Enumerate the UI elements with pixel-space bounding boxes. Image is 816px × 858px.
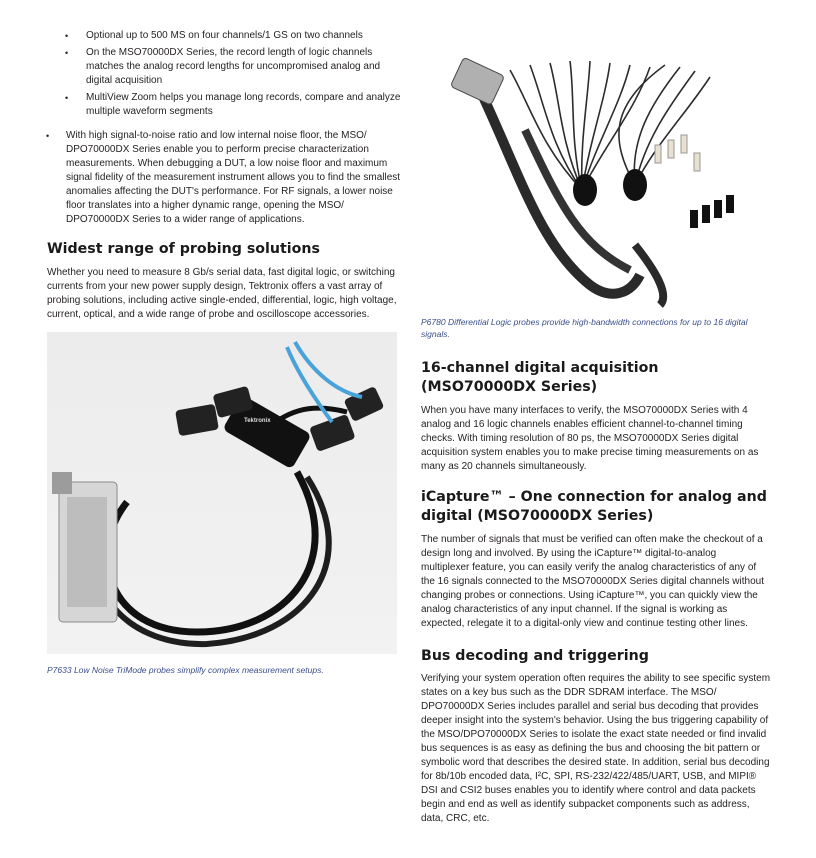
sub-bullet-item: • Optional up to 500 MS on four channels/1 GS on two channels <box>65 30 363 41</box>
p6780-probe-photo <box>430 45 780 310</box>
sub-bullet-item: • On the MSO70000DX Series, the record length of logic channels matches the analog record lengths for uncompromised analog and digital acquisition <box>65 47 381 86</box>
probing-paragraph: Whether you need to measure 8 Gb/s serial data, fast digital logic, or switching currents from your new power supply design, Tektronix offers a vast array of probing solutions, including active single-ended, differential, logic, high voltage, current, optical, and a wide range of probe and oscilloscope accessories. <box>47 267 397 320</box>
photo-brand-label: Tektronix <box>244 418 271 424</box>
probe-illustration <box>47 332 397 654</box>
sub-bullet-list <box>65 29 406 122</box>
p6780-caption: P6780 Differential Logic probes provide high-bandwidth connections for up to 16 digital signals. <box>421 317 748 339</box>
p7633-probe-photo <box>47 332 397 654</box>
main-bullet: • With high signal-to-noise ratio and low internal noise floor, the MSO/ DPO70000DX Series enable you to perform precise characterization measurements. When debugging a DUT, a low noise floor and maximum signal fidelity of the measurement instrument allows you to find the smallest anomalies affecting the DUT's performance. For RF signals, a lower noise floor translates into a higher dynamic range, opening the MSO/ DPO70000DX Series to a wider range of applications. <box>46 130 401 225</box>
section2-paragraph: The number of signals that must be verified can often make the checkout of a design long and involved. By using the iCapture™ digital-to-analog multiplexer feature, you can easily verify the analog characteristics of any of the 16 signals connected to the MSO70000DX Series digital channels without changing probes or connections. Using iCapture™, you can quickly view the analog characteristics of any input channel. If the signal is working as expected, relegate it to a digital-only view and continue testing other lines. <box>421 534 764 629</box>
section3-heading: Bus decoding and triggering <box>421 648 649 664</box>
p7633-caption: P7633 Low Noise TriMode probes simplify complex measurement setups. <box>47 665 324 675</box>
section1-heading: 16-channel digital acquisition (MSO70000DX Series) <box>421 360 659 395</box>
logic-probe-illustration <box>430 45 780 310</box>
section1-paragraph: When you have many interfaces to verify, the MSO70000DX Series with 4 analog and 16 logic channels enables efficient channel-to-channel timing checks. With timing resolution of 80 ps, the MSO70000DX Series digital acquisition system enables you to make precise timing measurements on as many as 20 channels simultaneously. <box>421 405 759 472</box>
section3-paragraph: Verifying your system operation often requires the ability to see specific system states on a key bus such as the DDR SDRAM interface. The MSO/ DPO70000DX Series includes parallel and serial bus decoding that provides deeper insight into the system's behavior. Using the bus triggering capability of the MSO/DPO70000DX Series to isolate the exact state needed or find invalid bus sequences is as easy as defining the bus and choosing the bit pattern or symbolic word that describes the desired state. In addition, serial bus decoding for 8b/10b encoded data, I²C, SPI, RS-232/422/485/UART, USB, and MIPI® DSI and CSI2 buses enables you to identify where control and data packets begin and end as well as identify subpacket components such as address, data, CRC, etc. <box>421 673 771 824</box>
main-bullet-text: With high signal-to-noise ratio and low internal noise floor, the MSO/ DPO70000DX Series enable you to perform precise characterization measurements. When debugging a DUT, a low noise floor and maximum signal fidelity of the measurement instrument allows you to find the smallest anomalies affecting the DUT's performance. For RF signals, a lower noise floor translates into a higher dynamic range, opening the MSO/ DPO70000DX Series to a wider range of applications. <box>66 130 401 225</box>
probing-heading: Widest range of probing solutions <box>47 241 320 257</box>
sub-bullet-item: • MultiView Zoom helps you manage long records, compare and analyze multiple waveform segments <box>65 92 401 117</box>
section2-heading: iCapture™ – One connection for analog and digital (MSO70000DX Series) <box>421 489 767 524</box>
